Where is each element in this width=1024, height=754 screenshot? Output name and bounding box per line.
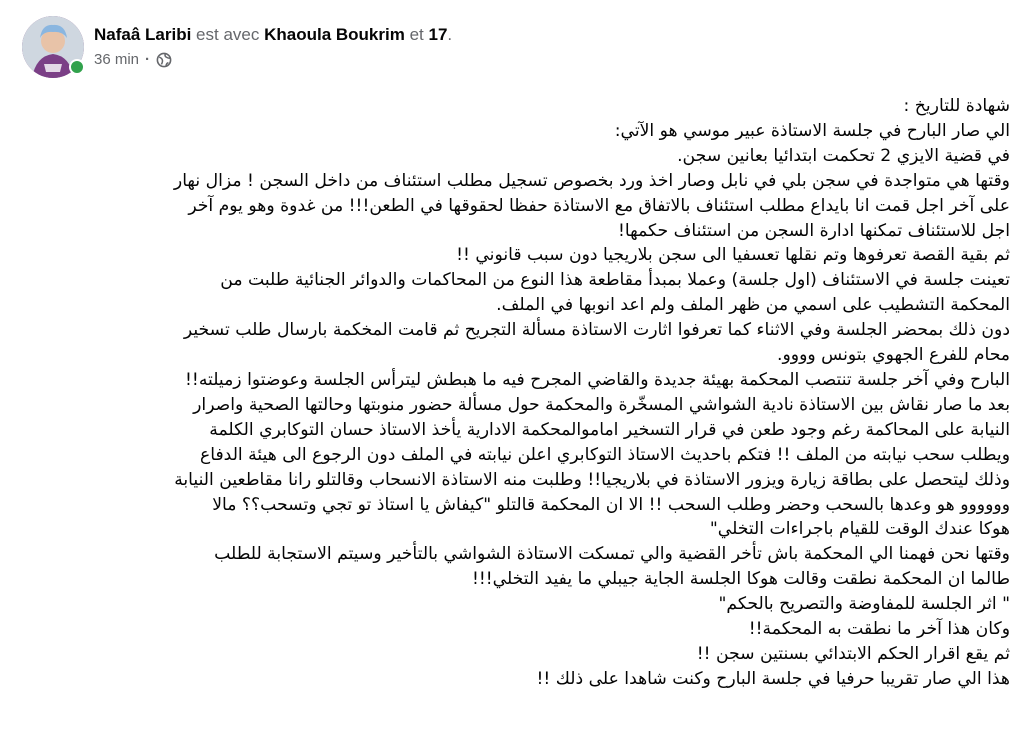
post-text-line: تعينت جلسة في الاستئناف (اول جلسة) وعملا بمبدأ مقاطعة هذا النوع من المحاكمات والدوائر الجنائية طلبت من <box>220 270 1010 291</box>
and-text: et <box>409 25 424 44</box>
post-text-line: محام للفرع الجهوي بتونس وووو. <box>777 345 1010 366</box>
post-text-line: شهادة للتاريخ : <box>903 96 1010 116</box>
globe-icon[interactable] <box>156 52 172 68</box>
post-text-line: وذلك ليتحصل على بطاقة زيارة ويزور الاستاذة في بلاريجيا!! وطلبت منه الاستاذة الانسحاب وقالتلو رانا مقاطعين النيابة <box>174 469 1010 490</box>
with-text: est avec <box>196 25 260 44</box>
post-text-line: بعد ما صار نقاش بين الاستاذة نادية الشواشي المسخّرة والمحكمة حول مسألة حضور منوبتها وحالتها الصحية واصرار <box>193 394 1010 415</box>
post-text-line: النيابة على المحاكمة رغم وجود طعن في قرار التسخير اماموالمحكمة الادارية يأخذ الاستاذ حسان التوكابري الكلمة <box>209 419 1010 440</box>
tagged-person-link[interactable]: Khaoula Boukrim <box>264 25 405 44</box>
post-text-line: ثم بقية القصة تعرفوها وتم نقلها تعسفيا الى سجن بلاريجيا دون سبب قانوني !! <box>456 245 1010 266</box>
author-avatar[interactable] <box>22 16 84 78</box>
post-text-line: وقتها هي متواجدة في سجن بلي في نابل وصار اخذ ورد بخصوص تسجيل مطلب استئناف من داخل السجن ! مزال نهار <box>173 170 1010 191</box>
post-text-line: على آخر اجل قمت انا بايداع مطلب استئناف بالاتفاق مع الاستاذة حفظا لحقوقها في الطعن!!! من غدوة وهو يوم آخر <box>188 195 1010 216</box>
post-text-line: وقتها نحن فهمنا الي المحكمة باش تأخر القضية والي تمسكت الاستاذة الشواشي بالتأخير وسيتم الاستجابة للطلب <box>214 544 1010 565</box>
post-title-line <box>94 25 452 45</box>
post-text-line: هوكا عندك الوقت للقيام باجراءات التخلي" <box>709 519 1010 540</box>
post-text-line: وكان هذا آخر ما نطقت به المحكمة!! <box>748 619 1010 640</box>
post-text-line: في قضية الايزي 2 تحكمت ابتدائيا بعانين سجن. <box>677 145 1010 166</box>
author-name-link[interactable]: Nafaâ Laribi <box>94 25 192 44</box>
post-text-line: البارح وفي آخر جلسة تنتصب المحكمة بهيئة جديدة والقاضي المجرح فيه ما هبطش ليترأس الجلسة وعوضتوا زميلته!! <box>185 369 1010 390</box>
post-timestamp[interactable]: 36 min <box>94 51 140 68</box>
title-period: . <box>447 25 453 44</box>
post-text-line: ثم يقع اقرار الحكم الابتدائي بسنتين سجن !! <box>696 643 1010 664</box>
post-text-line: الي صار البارح في جلسة الاستاذة عبير موسي هو الآتي: <box>614 120 1010 141</box>
post-text-line: طالما ان المحكمة نطقت وقالت هوكا الجلسة الجاية جيبلي ما يفيد التخلي!!! <box>472 569 1010 590</box>
others-count-link[interactable]: 17 <box>428 25 448 44</box>
post-meta <box>94 51 172 68</box>
online-status-dot <box>69 59 85 75</box>
post-text-line: المحكمة التشطيب على اسمي من ظهر الملف ولم اعد انوبها في الملف. <box>496 295 1010 316</box>
post-text <box>16 94 1010 692</box>
post-text-line: هذا الي صار تقريبا حرفيا في جلسة البارح وكنت شاهدا على ذلك !! <box>536 668 1010 689</box>
post-text-line: ويطلب سحب نيابته من الملف !! فتكم باحديث الاستاذ التوكابري اعلن نيابته في الملف دون الرجوع الى هيئة الدفاع <box>199 444 1010 465</box>
post-header <box>22 16 1002 80</box>
meta-separator: · <box>145 51 151 68</box>
post-text-line: وووووو هو وعدها بالسحب وحضر وطلب السحب !! الا ان المحكمة قالتلو "كيفاش يا استاذ تو تجي وتسحب؟؟ مالا <box>212 494 1010 515</box>
post-text-line: اجل للاستئناف تمكنها ادارة السجن من استئناف حكمها! <box>618 220 1010 241</box>
post-text-line: " اثر الجلسة للمفاوضة والتصريح بالحكم" <box>718 594 1010 615</box>
post-text-line: دون ذلك بمحضر الجلسة وفي الاثناء كما تعرفوا اثارت الاستاذة مسألة التجريح ثم قامت المخكمة بارسال طلب تسخير <box>183 320 1010 341</box>
